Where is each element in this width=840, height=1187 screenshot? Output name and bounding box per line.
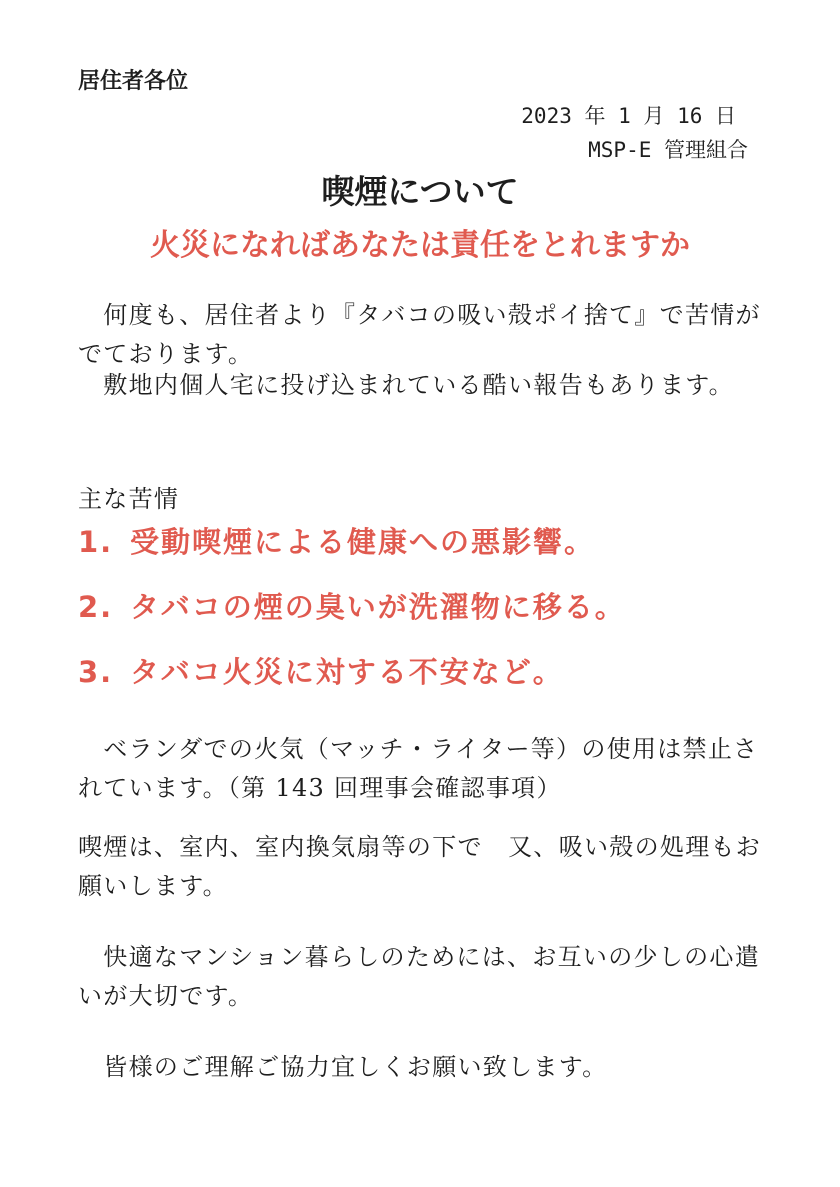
complaints-heading: 主な苦情 bbox=[78, 485, 180, 513]
page-subtitle: 火災になればあなたは責任をとれますか bbox=[150, 228, 690, 263]
complaint-item bbox=[78, 650, 564, 691]
complaint-item bbox=[78, 585, 626, 626]
veranda-rule-paragraph: ベランダでの火気（マッチ・ライター等）の使用は禁止されています。（第 143 回理事会確認事項） bbox=[78, 735, 759, 802]
complaint-item bbox=[78, 520, 595, 561]
notice-date: 2023 年 1 月 16 日 bbox=[521, 104, 736, 128]
page-title: 喫煙について bbox=[321, 172, 519, 211]
complaint-text: タバコの煙の臭いが洗濯物に移る。 bbox=[130, 590, 626, 624]
complaint-number: 3. bbox=[78, 655, 114, 689]
issuer: MSP-E 管理組合 bbox=[588, 138, 748, 162]
intro-paragraph-2: 敷地内個人宅に投げ込まれている酷い報告もあります。 bbox=[78, 371, 734, 399]
smoking-rule-paragraph: 喫煙は、室内、室内換気扇等の下で 又、吸い殻の処理もお願いします。 bbox=[78, 833, 762, 900]
complaint-text: 受動喫煙による健康への悪影響。 bbox=[130, 525, 596, 559]
addressee: 居住者各位 bbox=[78, 69, 189, 94]
complaint-number: 1. bbox=[78, 525, 114, 559]
closing-paragraph-2: 皆様のご理解ご協力宜しくお願い致します。 bbox=[78, 1053, 608, 1081]
intro-paragraph-1: 何度も、居住者より『タバコの吸い殻ポイ捨て』で苦情がでております。 bbox=[78, 301, 761, 368]
complaint-text: タバコ火災に対する不安など。 bbox=[130, 655, 564, 689]
closing-paragraph-1: 快適なマンション暮らしのためには、お互いの少しの心遣いが大切です。 bbox=[78, 943, 761, 1010]
complaint-number: 2. bbox=[78, 590, 114, 624]
